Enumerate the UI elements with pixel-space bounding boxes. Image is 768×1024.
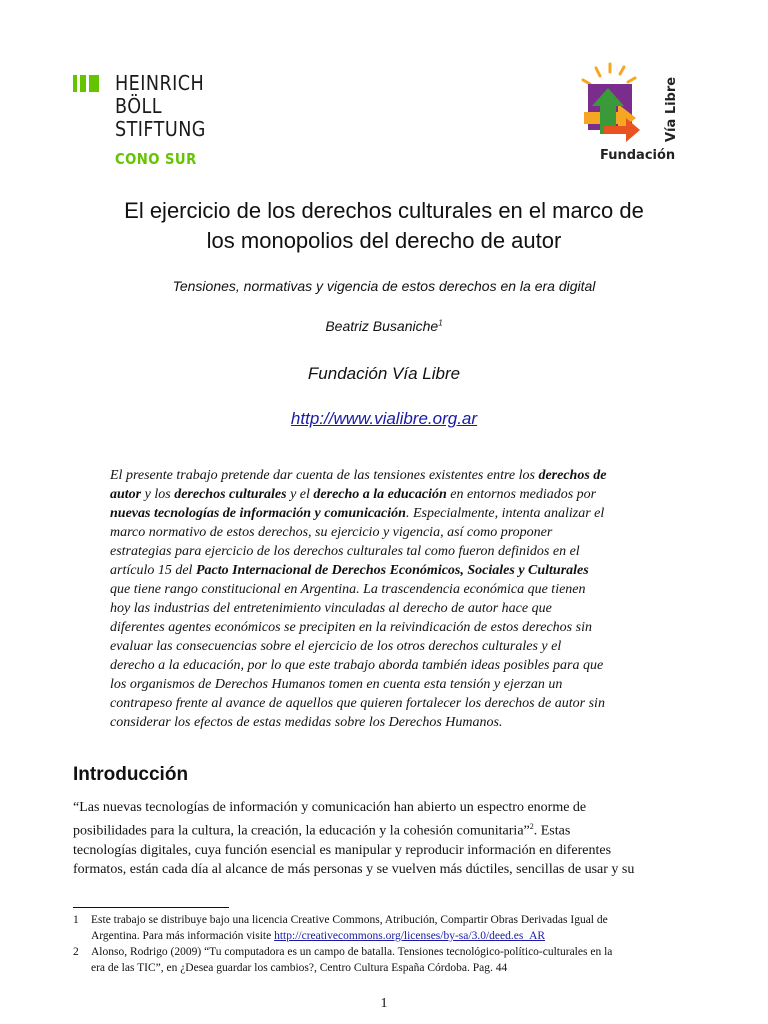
abstract-line: autor y los derechos culturales y el derecho a la educación en entornos mediados por — [110, 487, 597, 502]
organization-url — [40, 409, 728, 429]
page-number: 1 — [380, 996, 388, 1011]
abstract-line: considerar los efectos de estas medidas sobre los Derechos Humanos. — [110, 715, 503, 730]
heinrich-boll-logo — [73, 72, 223, 172]
organization-url-link[interactable]: http://www.vialibre.org.ar — [290, 409, 478, 428]
footnote-2 — [73, 944, 693, 976]
paragraph-line: “Las nuevas tecnologías de información y comunicación han abierto un espectro enorme de — [73, 800, 587, 815]
footnote-line: era de las TIC”, en ¿Desea guardar los cambios?, Centro Cultura España Córdoba. Pag. 44 — [91, 962, 508, 974]
abstract-line: El presente trabajo pretende dar cuenta de las tensiones existentes entre los derechos de — [110, 468, 607, 483]
title-line-2: los monopolios del derecho de autor — [206, 228, 562, 253]
via-libre-logo — [578, 62, 688, 166]
hb-logo-wordmark — [115, 72, 206, 141]
paragraph-line: tecnologías digitales, cuya función esencial es manipular y reproducir información en diferentes — [73, 842, 612, 858]
hb-logo-line1: HEINRICH — [115, 71, 205, 95]
section-heading-introduccion: Introducción — [73, 764, 189, 785]
abstract-line: marco normativo de estos derechos, su ejercicio y vigencia, así como proponer — [110, 525, 553, 540]
footnote-number: 2 — [73, 946, 79, 958]
via-libre-emblem-icon — [578, 62, 688, 166]
abstract-line: nuevas tecnologías de información y comunicación. Especialmente, intenta analizar el — [110, 506, 605, 521]
footnote-ref-2[interactable]: 2 — [529, 822, 534, 831]
footnote-1 — [73, 912, 693, 944]
title-line-1: El ejercicio de los derechos culturales en el marco de — [124, 198, 644, 223]
abstract-line: evaluar las consecuencias sobre el ejercicio de los otros derechos culturales y el — [110, 639, 562, 654]
abstract-line: derecho a la educación, por lo que este trabajo aborda también ideas posibles para que — [110, 658, 604, 673]
introduction-paragraph — [73, 798, 698, 879]
author-footnote-ref[interactable]: 1 — [438, 318, 443, 328]
footnote-line: Argentina. Para más información visite http://creativecommons.org/licenses/by-sa/3.0/deed.es_AR — [91, 930, 546, 942]
paragraph-line: formatos, están cada día al alcance de más personas y se vuelven más dúctiles, sencillas de usar y su — [73, 861, 635, 877]
footnote-line: Alonso, Rodrigo (2009) “Tu computadora es un campo de batalla. Tensiones tecnológico-político-culturales en la — [91, 946, 613, 958]
abstract-line: que tiene rango constitucional en Argentina. La trascendencia económica que tienen — [110, 582, 586, 597]
document-title — [60, 196, 708, 256]
abstract-line: contrapeso frente al avance de aquellos que quieren fortalecer los derechos de autor sin — [110, 696, 605, 711]
paragraph-line: posibilidades para la cultura, la creación, la educación y la cohesión comunitaria”$^2$. Estas — [73, 822, 571, 839]
hb-logo-bars-icon — [73, 75, 99, 92]
document-subtitle: Tensiones, normativas y vigencia de estos derechos en la era digital — [172, 278, 596, 294]
via-libre-logo-vertical-text: Vía Libre — [664, 76, 679, 142]
footnotes — [73, 912, 693, 976]
footnote-number: 1 — [73, 914, 79, 926]
organization-name: Fundación Vía Libre — [307, 364, 461, 383]
footnote-separator — [73, 907, 229, 908]
author-name: Beatriz Busaniche — [325, 318, 439, 334]
abstract-line: hoy las industrias del entretenimiento vinculadas al derecho de autor hace que — [110, 601, 552, 616]
abstract-line: artículo 15 del Pacto Internacional de Derechos Económicos, Sociales y Culturales — [110, 563, 589, 578]
footnote-line: Este trabajo se distribuye bajo una licencia Creative Commons, Atribución, Compartir Obras Derivadas Igual de — [91, 914, 608, 926]
hb-logo-subtitle: CONO SUR — [115, 150, 197, 168]
via-libre-logo-fundacion: Fundación — [600, 148, 676, 163]
creative-commons-link[interactable]: http://creativecommons.org/licenses/by-sa/3.0/deed.es_AR — [274, 930, 546, 942]
abstract-line: estrategias para ejercicio de los derechos culturales tal como fueron definidos en el — [110, 544, 580, 559]
abstract-line: diferentes agentes económicos se precipiten en la reivindicación de estos derechos sin — [110, 620, 592, 635]
abstract — [110, 466, 670, 732]
hb-logo-line2: BÖLL — [115, 94, 162, 118]
author — [40, 318, 728, 334]
hb-logo-line3: STIFTUNG — [115, 117, 206, 141]
abstract-line: los organismos de Derechos Humanos tomen en cuenta esta tensión y ejerzan un — [110, 677, 563, 692]
